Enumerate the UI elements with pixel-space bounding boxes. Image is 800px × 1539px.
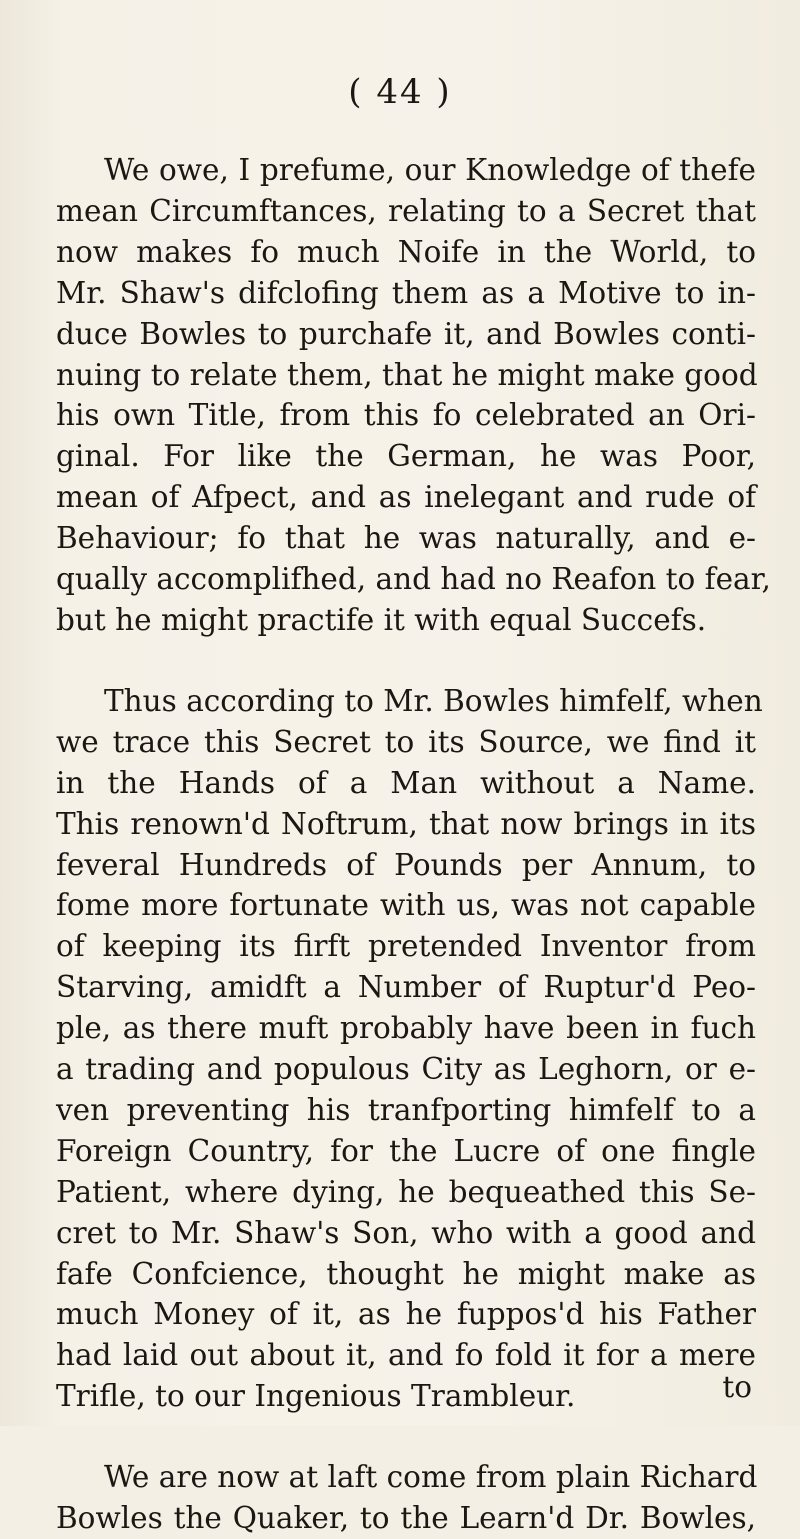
text-line: nuing to relate them, that he might make good	[56, 357, 758, 392]
text-line: We are now at laft come from plain Richard	[104, 1460, 758, 1495]
text-line: qually accomplifhed, and had no Reafon to fear,	[56, 562, 771, 597]
text-line: of keeping its firft pretended Inventor from	[56, 929, 756, 964]
text-line: Thus according to Mr. Bowles himfelf, when	[104, 683, 763, 718]
text-line: now makes fo much Noife in the World, to	[56, 234, 756, 269]
page-number: ( 44 )	[348, 72, 452, 112]
text-line: we trace this Secret to its Source, we find it	[56, 724, 756, 759]
body-text	[56, 150, 771, 1539]
text-line: ven preventing his tranfporting himfelf to a	[56, 1092, 756, 1127]
paragraph-1	[56, 150, 771, 641]
text-line: Bowles the Quaker, to the Learn'd Dr. Bowles,	[56, 1501, 756, 1536]
text-line: ple, as there muft probably have been in fuch	[56, 1011, 756, 1046]
text-line: fafe Confcience, thought he might make as	[56, 1256, 756, 1291]
catchword-text: to	[722, 1370, 752, 1404]
text-line: a trading and populous City as Leghorn, or e-	[56, 1052, 756, 1087]
text-line: in the Hands of a Man without a Name.	[56, 765, 756, 800]
text-line: ginal. For like the German, he was Poor,	[56, 439, 756, 474]
text-line: mean Circumftances, relating to a Secret that	[56, 193, 756, 228]
text-line: This renown'd Noftrum, that now brings in its	[56, 806, 756, 841]
text-line: Foreign Country, for the Lucre of one fingle	[56, 1133, 756, 1168]
paragraph-2	[56, 681, 763, 1417]
text-line: We owe, I prefume, our Knowledge of thefe	[104, 153, 756, 187]
text-line: but he might practife it with equal Succefs.	[56, 602, 707, 637]
text-line: duce Bowles to purchafe it, and Bowles conti-	[56, 316, 756, 351]
text-line: Patient, where dying, he bequeathed this Se-	[56, 1174, 756, 1209]
text-line: mean of Afpect, and as inelegant and rude of	[56, 480, 756, 515]
text-line: feveral Hundreds of Pounds per Annum, to	[56, 847, 756, 882]
text-line: had laid out about it, and fo fold it for a mere	[56, 1338, 756, 1373]
text-line: Starving, amidft a Number of Ruptur'd Peo-	[56, 970, 756, 1005]
text-line: much Money of it, as he fuppos'd his Father	[56, 1297, 756, 1332]
catchword	[722, 1370, 752, 1404]
text-line: Mr. Shaw's difclofing them as a Motive to in-	[56, 275, 756, 310]
text-line: his own Title, from this fo celebrated an Ori-	[56, 398, 756, 433]
text-line: cret to Mr. Shaw's Son, who with a good and	[56, 1215, 756, 1250]
text-line: fome more fortunate with us, was not capable	[56, 888, 756, 923]
paragraph-3	[56, 1457, 756, 1539]
text-line: Trifle, to our Ingenious Trambleur.	[56, 1379, 576, 1414]
text-line: Behaviour; fo that he was naturally, and e-	[56, 521, 756, 556]
